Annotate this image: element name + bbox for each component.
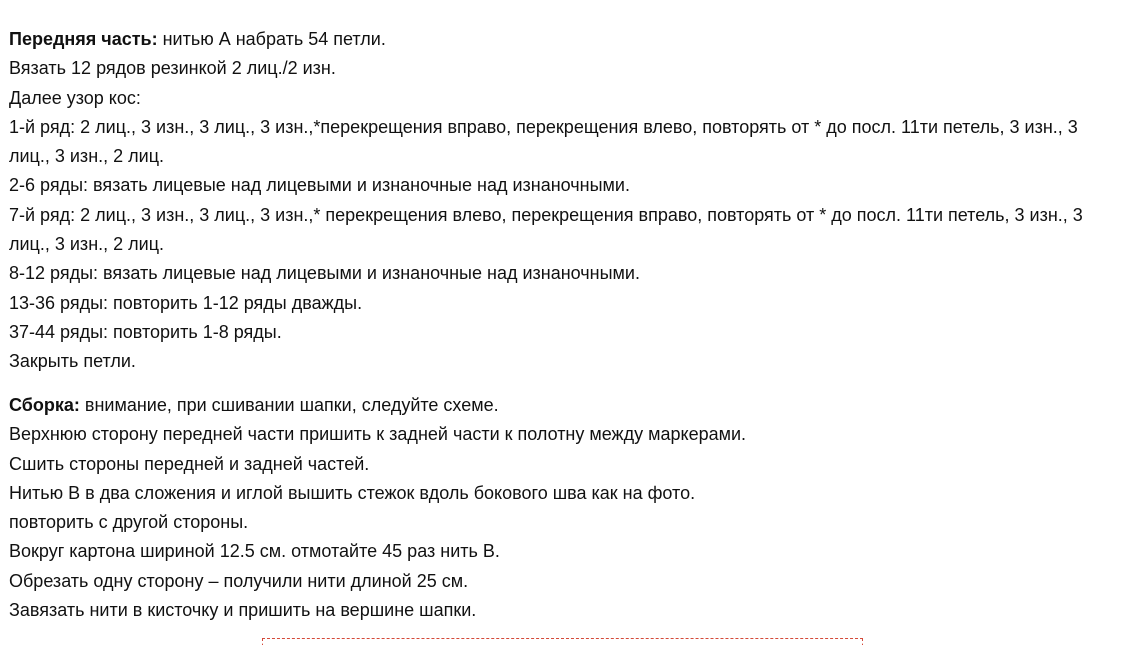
assembly-section [9, 391, 1116, 625]
instruction-line: повторить с другой стороны. [9, 512, 249, 533]
dashed-frame-border [262, 638, 863, 645]
instruction-line: 2-6 ряды: вязать лицевые над лицевыми и изнаночные над изнаночными. [9, 175, 630, 196]
instruction-line: Обрезать одну сторону – получили нити длиной 25 см. [9, 570, 469, 591]
instruction-line: Закрыть петли. [9, 351, 136, 372]
instruction-line: Верхнюю сторону передней части пришить к задней части к полотну между маркерами. [9, 424, 747, 445]
front-part-heading-line [9, 25, 1116, 54]
instruction-line: Сшить стороны передней и задней частей. [9, 453, 370, 474]
front-part-heading-text: нитью А набрать 54 петли. [157, 29, 386, 49]
instruction-line: 8-12 ряды: вязать лицевые над лицевыми и изнаночные над изнаночными. [9, 263, 640, 284]
front-part-section [9, 25, 1116, 377]
assembly-heading-line [9, 391, 1116, 420]
instruction-line: Вокруг картона шириной 12.5 см. отмотайте 45 раз нить В. [9, 541, 500, 562]
assembly-heading: Сборка: [9, 395, 80, 415]
instruction-line: Нитью В в два сложения и иглой вышить стежок вдоль бокового шва как на фото. [9, 482, 696, 503]
instruction-line: 7-й ряд: 2 лиц., 3 изн., 3 лиц., 3 изн.,* перекрещения влево, перекрещения вправо, повторять от * до посл. 11ти петель, 3 изн., 3 лиц., 3 изн., 2 лиц. [9, 204, 1083, 255]
instruction-line: Завязать нити в кисточку и пришить на вершине шапки. [9, 600, 477, 621]
front-part-heading: Передняя часть: [9, 29, 158, 49]
instruction-line: 37-44 ряды: повторить 1-8 ряды. [9, 321, 282, 342]
instruction-line: 1-й ряд: 2 лиц., 3 изн., 3 лиц., 3 изн.,*перекрещения вправо, перекрещения влево, повторять от * до посл. 11ти петель, 3 изн., 3 лиц., 3 изн., 2 лиц. [9, 116, 1078, 167]
instruction-line: Далее узор кос: [9, 87, 141, 108]
instruction-line: Вязать 12 рядов резинкой 2 лиц./2 изн. [9, 58, 336, 79]
instruction-line: 13-36 ряды: повторить 1-12 ряды дважды. [9, 292, 363, 313]
assembly-heading-text: внимание, при сшивании шапки, следуйте схеме. [79, 395, 499, 415]
